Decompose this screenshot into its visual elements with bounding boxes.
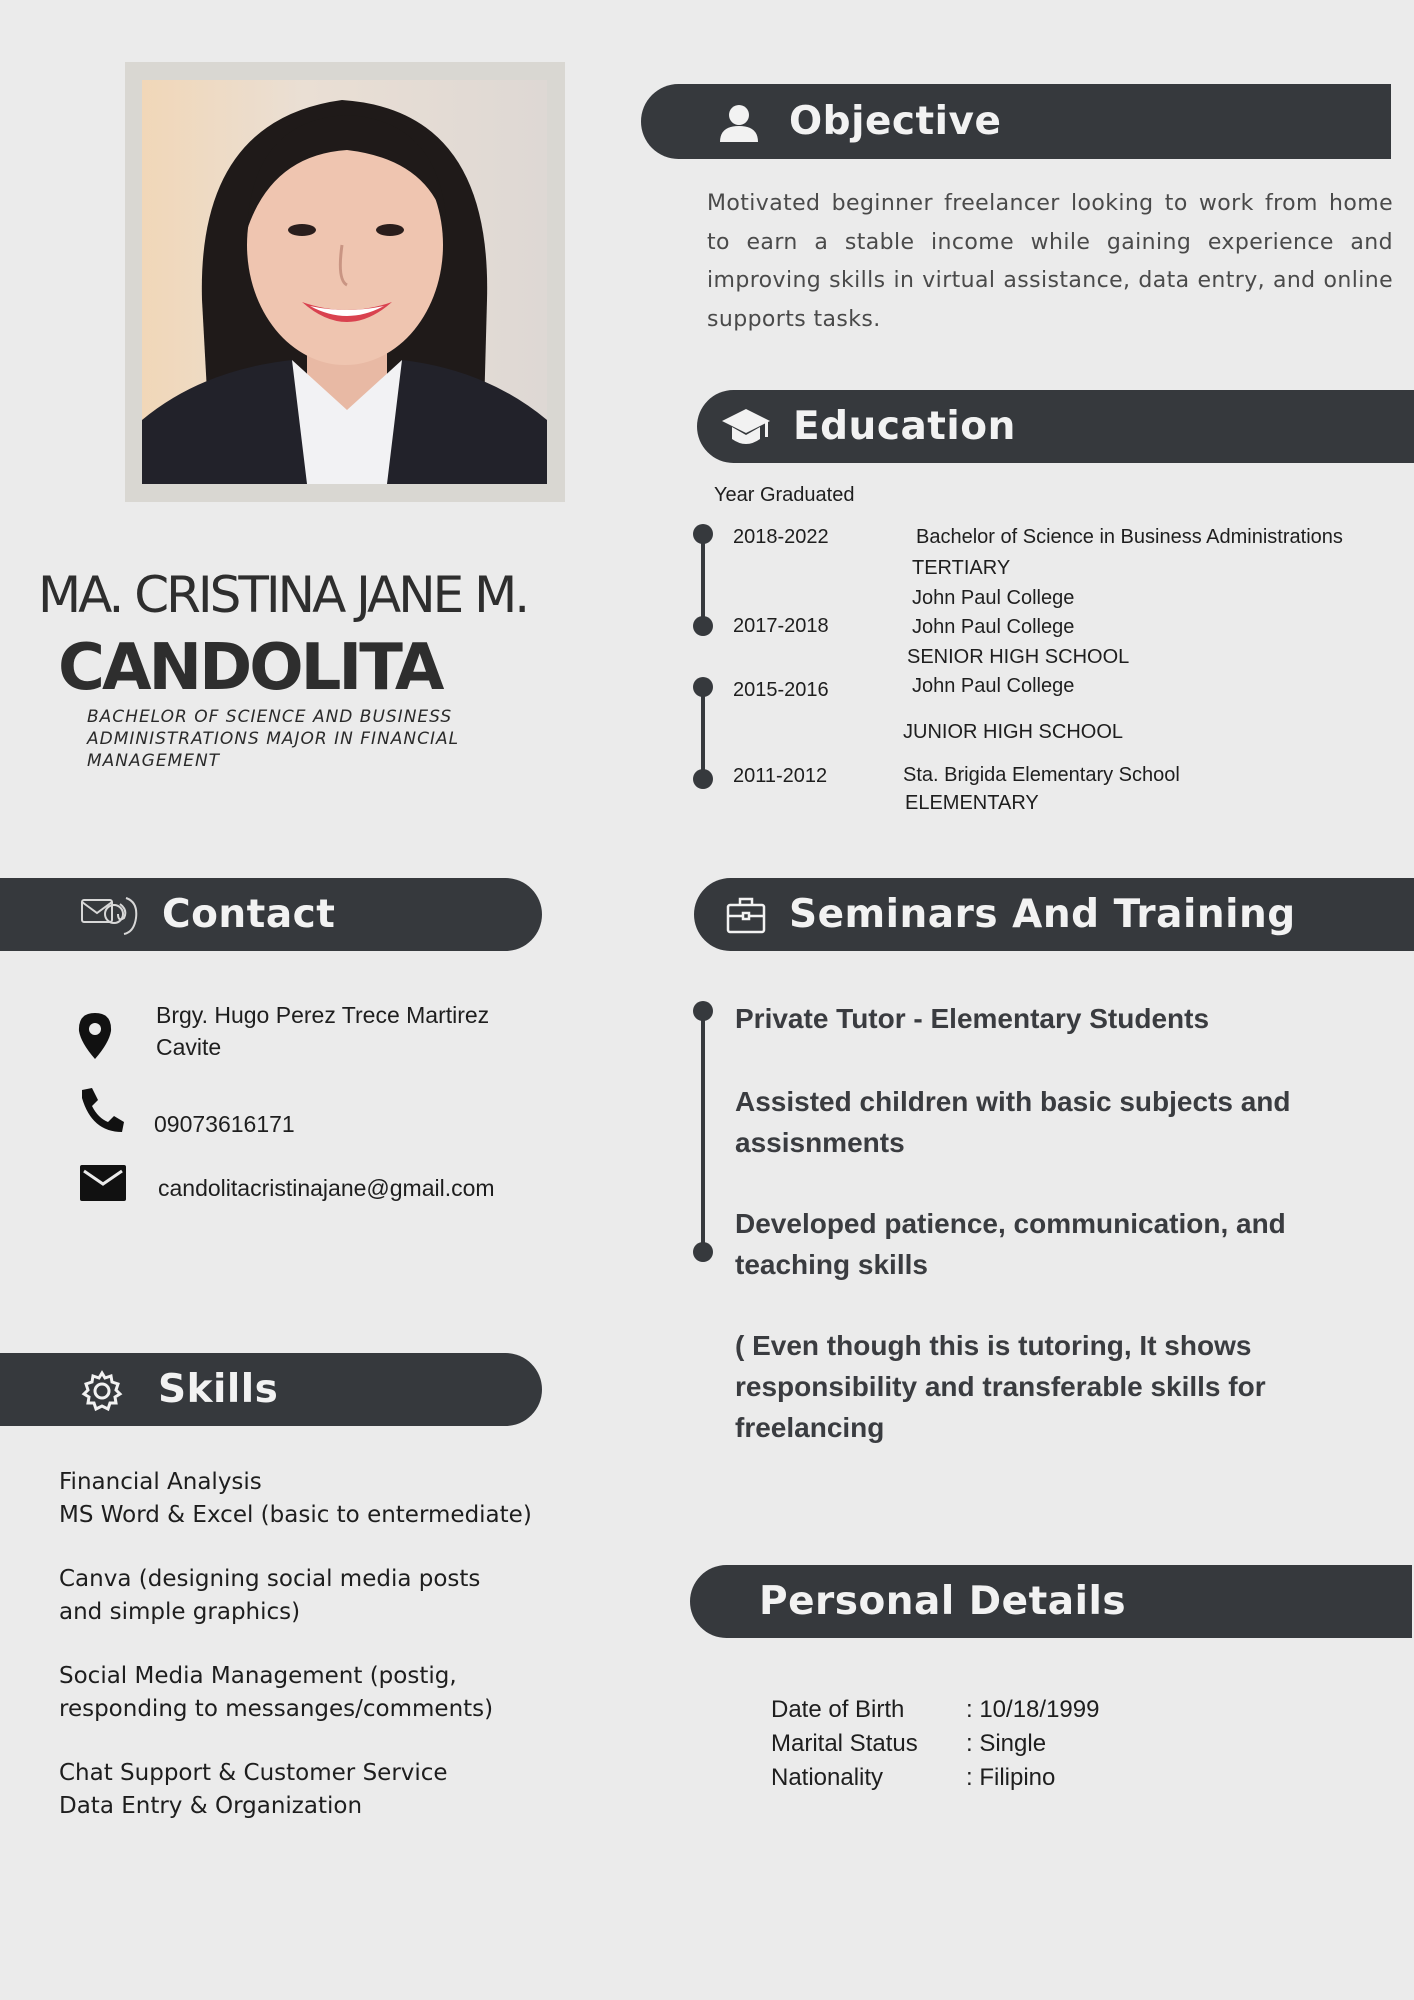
- skill-item: Chat Support & Customer Service: [59, 1760, 448, 1786]
- skills-banner: [0, 1353, 542, 1426]
- timeline-dot: [693, 1001, 713, 1021]
- skill-item: Social Media Management (postig,: [59, 1663, 457, 1689]
- contact-address-line2: Cavite: [156, 1034, 222, 1060]
- location-pin-icon: [78, 1013, 112, 1064]
- seminars-title: Seminars And Training: [789, 892, 1296, 937]
- personal-details-title: Personal Details: [759, 1579, 1127, 1624]
- personal-value: : 10/18/1999: [966, 1696, 1100, 1723]
- skills-title: Skills: [158, 1367, 279, 1412]
- skill-group: [59, 1757, 569, 1822]
- personal-label: Marital Status: [771, 1730, 918, 1757]
- personal-label: Nationality: [771, 1764, 884, 1791]
- briefcase-icon: [724, 894, 768, 936]
- education-banner: [697, 390, 1414, 463]
- education-year: 2018-2022: [733, 526, 829, 548]
- objective-text: Motivated beginner freelancer looking to work from home to earn a stable income while gaining experience and improving skills in virtual assistance, data entry, and online supports tasks.: [707, 191, 1393, 332]
- timeline-dot: [693, 524, 713, 544]
- contact-title: Contact: [162, 892, 336, 937]
- email-icon: [80, 1165, 126, 1206]
- skill-item: responding to messanges/comments): [59, 1695, 494, 1722]
- contact-banner: [0, 878, 542, 951]
- seminar-item: Developed patience, communication, and teaching skills: [735, 1208, 1286, 1280]
- personal-value: : Single: [966, 1730, 1047, 1757]
- skill-item: MS Word & Excel (basic to entermediate): [59, 1501, 532, 1528]
- profile-photo: [142, 80, 547, 484]
- timeline-line: [701, 1012, 705, 1252]
- skill-group: [59, 1660, 569, 1725]
- education-year-header: Year Graduated: [714, 484, 855, 506]
- objective-title: Objective: [789, 99, 1002, 144]
- timeline-dot: [693, 1242, 713, 1262]
- seminar-item: Assisted children with basic subjects and assisnments: [735, 1086, 1291, 1158]
- personal-label: Date of Birth: [771, 1696, 905, 1723]
- education-line: Bachelor of Science in Business Administrations: [916, 526, 1343, 548]
- phone-icon: [78, 1086, 126, 1139]
- skill-item: Financial Analysis: [59, 1469, 262, 1495]
- contact-phone: 09073616171: [154, 1111, 295, 1137]
- skill-group: [59, 1466, 569, 1531]
- user-icon: [717, 100, 761, 144]
- name-last: CANDOLITA: [58, 631, 442, 705]
- skill-item: Canva (designing social media posts: [59, 1566, 481, 1592]
- name-first: MA. CRISTINA JANE M.: [38, 566, 528, 624]
- contact-address-line1: Brgy. Hugo Perez Trece Martirez: [156, 1002, 490, 1028]
- gear-icon: [80, 1369, 124, 1413]
- seminar-item: Private Tutor - Elementary Students: [735, 1003, 1210, 1034]
- objective-banner: [641, 84, 1391, 159]
- education-title: Education: [793, 404, 1016, 449]
- personal-value: : Filipino: [966, 1764, 1056, 1791]
- education-line: ELEMENTARY: [905, 792, 1039, 814]
- profile-photo-frame: [125, 62, 565, 502]
- contact-email[interactable]: candolitacristinajane@gmail.com: [158, 1175, 495, 1201]
- education-line: SENIOR HIGH SCHOOL: [907, 646, 1130, 668]
- seminars-banner: [694, 878, 1414, 951]
- timeline-dot: [693, 677, 713, 697]
- education-year: 2015-2016: [733, 679, 829, 701]
- degree-title: BACHELOR OF SCIENCE AND BUSINESS ADMINISTRATIONS MAJOR IN FINANCIAL MANAGEMENT: [87, 707, 460, 771]
- education-line: TERTIARY: [912, 557, 1011, 579]
- skill-item: Data Entry & Organization: [59, 1792, 363, 1819]
- skills-list: [59, 1466, 569, 1854]
- contact-email-icon: [80, 892, 142, 938]
- graduation-cap-icon: [719, 404, 773, 450]
- skill-item: and simple graphics): [59, 1598, 301, 1625]
- education-line: John Paul College: [912, 587, 1075, 609]
- timeline-dot: [693, 769, 713, 789]
- timeline-line: [701, 687, 705, 779]
- skill-group: [59, 1563, 569, 1628]
- education-year: 2017-2018: [733, 615, 829, 637]
- education-line: John Paul College: [912, 675, 1075, 697]
- personal-details-banner: [690, 1565, 1412, 1638]
- timeline-dot: [693, 616, 713, 636]
- education-line: JUNIOR HIGH SCHOOL: [903, 721, 1124, 743]
- timeline-line: [701, 534, 705, 626]
- education-line: John Paul College: [912, 616, 1075, 638]
- education-line: Sta. Brigida Elementary School: [903, 764, 1180, 786]
- education-year: 2011-2012: [733, 765, 828, 787]
- seminar-item: ( Even though this is tutoring, It shows responsibility and transferable skills for freelancing: [735, 1330, 1266, 1443]
